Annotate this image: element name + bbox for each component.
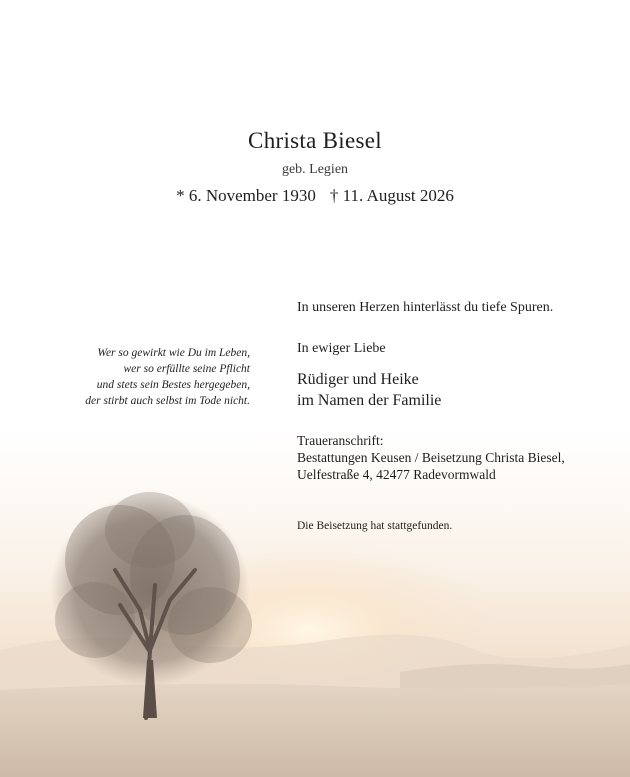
- mourner-line: im Namen der Familie: [297, 392, 442, 409]
- poem-line: wer so erfüllte seine Pflicht: [123, 363, 250, 375]
- poem: [20, 345, 250, 409]
- mourners: [297, 369, 441, 411]
- mourning-address: [297, 432, 565, 483]
- mourner-line: Rüdiger und Heike: [297, 371, 419, 388]
- poem-line: und stets sein Bestes hergegeben,: [96, 379, 250, 391]
- life-dates: [0, 186, 630, 206]
- poem-line: der stirbt auch selbst im Tode nicht.: [85, 395, 250, 407]
- address-line: Bestattungen Keusen / Beisetzung Christa Biesel,: [297, 450, 565, 465]
- birth-date: * 6. November 1930: [176, 186, 316, 205]
- address-line: Uelfestraße 4, 42477 Radevormwald: [297, 467, 496, 482]
- deceased-name: Christa Biesel: [248, 128, 382, 153]
- burial-note: Die Beisetzung hat stattgefunden.: [297, 520, 453, 532]
- love-line: In ewiger Liebe: [297, 341, 386, 356]
- death-date: † 11. August 2026: [329, 186, 454, 205]
- tribute-text: In unseren Herzen hinterlässt du tiefe Spuren.: [297, 300, 554, 315]
- address-label: Traueranschrift:: [297, 433, 384, 448]
- poem-line: Wer so gewirkt wie Du im Leben,: [97, 347, 250, 359]
- birth-name: geb. Legien: [281, 162, 349, 177]
